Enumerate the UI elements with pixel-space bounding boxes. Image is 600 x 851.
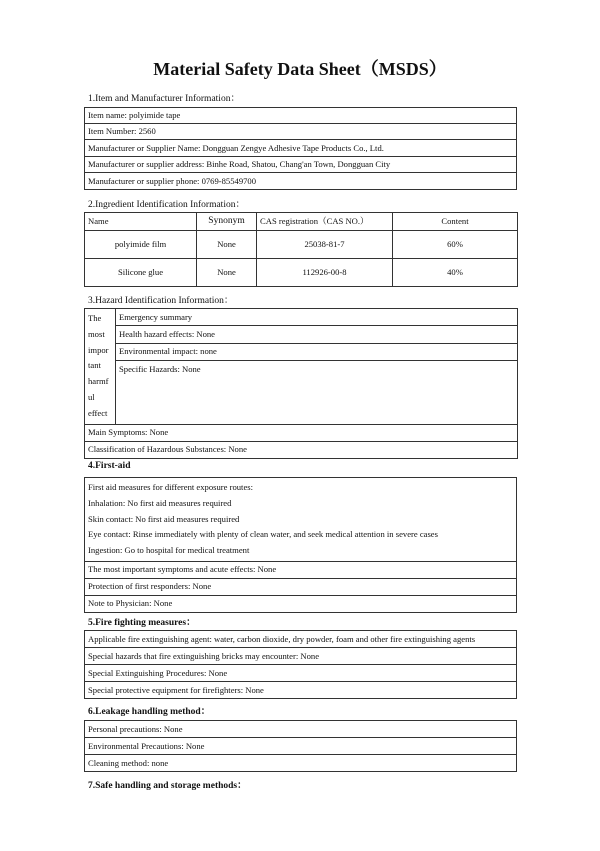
label-line: harmf — [88, 376, 109, 387]
table-cell: Main Symptoms: None — [85, 424, 518, 441]
table-cell: 112926-00-8 — [257, 259, 393, 287]
table-header: Content — [393, 213, 518, 231]
table-header: Synonym — [197, 213, 257, 231]
label-line: effect — [88, 407, 108, 418]
table-cell: Specific Hazards: None — [116, 361, 518, 424]
table-cell: Environmental Precautions: None — [85, 738, 517, 755]
section6-heading: 6.Leakage handling method： — [88, 707, 211, 717]
table-cell: Silicone glue — [85, 259, 197, 287]
table-cell: Manufacturer or supplier phone: 0769-85549700 — [85, 173, 517, 190]
measure-line: First aid measures for different exposure routes: — [88, 482, 253, 492]
section1-heading: 1.Item and Manufacturer Information： — [88, 94, 240, 104]
first-aid-measures-cell — [85, 478, 517, 562]
table-cell: 40% — [393, 259, 518, 287]
table-cell: polyimide film — [85, 231, 197, 259]
label-line: ul — [88, 391, 95, 402]
section1-table — [84, 107, 517, 190]
table-cell: Personal precautions: None — [85, 721, 517, 738]
table-cell: Environmental impact: none — [116, 343, 518, 360]
table-cell: Applicable fire extinguishing agent: water, carbon dioxide, dry powder, foam and other fire extinguishing agents — [85, 631, 517, 648]
section2-table — [84, 212, 518, 287]
section5-heading: 5.Fire fighting measures： — [88, 618, 196, 628]
table-cell: None — [197, 231, 257, 259]
section5-table — [84, 630, 517, 699]
section3-heading: 3.Hazard Identification Information： — [88, 296, 234, 306]
measure-line: Ingestion: Go to hospital for medical treatment — [88, 545, 250, 556]
table-cell: 25038-81-7 — [257, 231, 393, 259]
table-cell: Health hazard effects: None — [116, 326, 518, 343]
most-important-harmful-effect-label — [85, 309, 116, 425]
measure-line: Inhalation: No first aid measures required — [88, 497, 232, 508]
table-cell: Manufacturer or Supplier Name: Dongguan Zengye Adhesive Tape Products Co., Ltd. — [85, 140, 517, 157]
table-cell: Special protective equipment for firefighters: None — [85, 682, 517, 699]
label-line: tant — [88, 360, 101, 371]
table-cell: The most important symptoms and acute effects: None — [85, 561, 517, 578]
table-cell: Manufacturer or supplier address: Binhe Road, Shatou, Chang'an Town, Dongguan City — [85, 157, 517, 173]
table-cell: Note to Physician: None — [85, 595, 517, 612]
table-cell: Protection of first responders: None — [85, 578, 517, 595]
table-header: Name — [85, 213, 197, 231]
table-cell: Special Extinguishing Procedures: None — [85, 665, 517, 682]
table-header: CAS registration（CAS NO.） — [257, 213, 393, 231]
section2-heading: 2.Ingredient Identification Information： — [88, 200, 245, 210]
measure-line: Skin contact: No first aid measures required — [88, 513, 240, 524]
label-line: The — [88, 313, 102, 323]
table-cell: None — [197, 259, 257, 287]
label-line: impor — [88, 344, 109, 355]
label-line: most — [88, 328, 105, 339]
table-cell: Item name: polyimide tape — [85, 108, 517, 124]
measure-line: Eye contact: Rinse immediately with plenty of clean water, and seek medical attention in severe cases — [88, 529, 438, 540]
section7-heading: 7.Safe handling and storage methods： — [88, 781, 247, 791]
section4-table — [84, 477, 517, 613]
table-cell: Item Number: 2560 — [85, 124, 517, 140]
section4-heading: 4.First-aid — [88, 461, 131, 471]
page-title: Material Safety Data Sheet（MSDS） — [153, 59, 447, 79]
table-cell: Classification of Hazardous Substances: None — [85, 441, 518, 458]
table-cell: Cleaning method: none — [85, 755, 517, 772]
table-cell: Special hazards that fire extinguishing bricks may encounter: None — [85, 648, 517, 665]
table-cell: Emergency summary — [116, 309, 518, 326]
table-cell: 60% — [393, 231, 518, 259]
section6-table — [84, 720, 517, 772]
section3-table — [84, 308, 518, 459]
